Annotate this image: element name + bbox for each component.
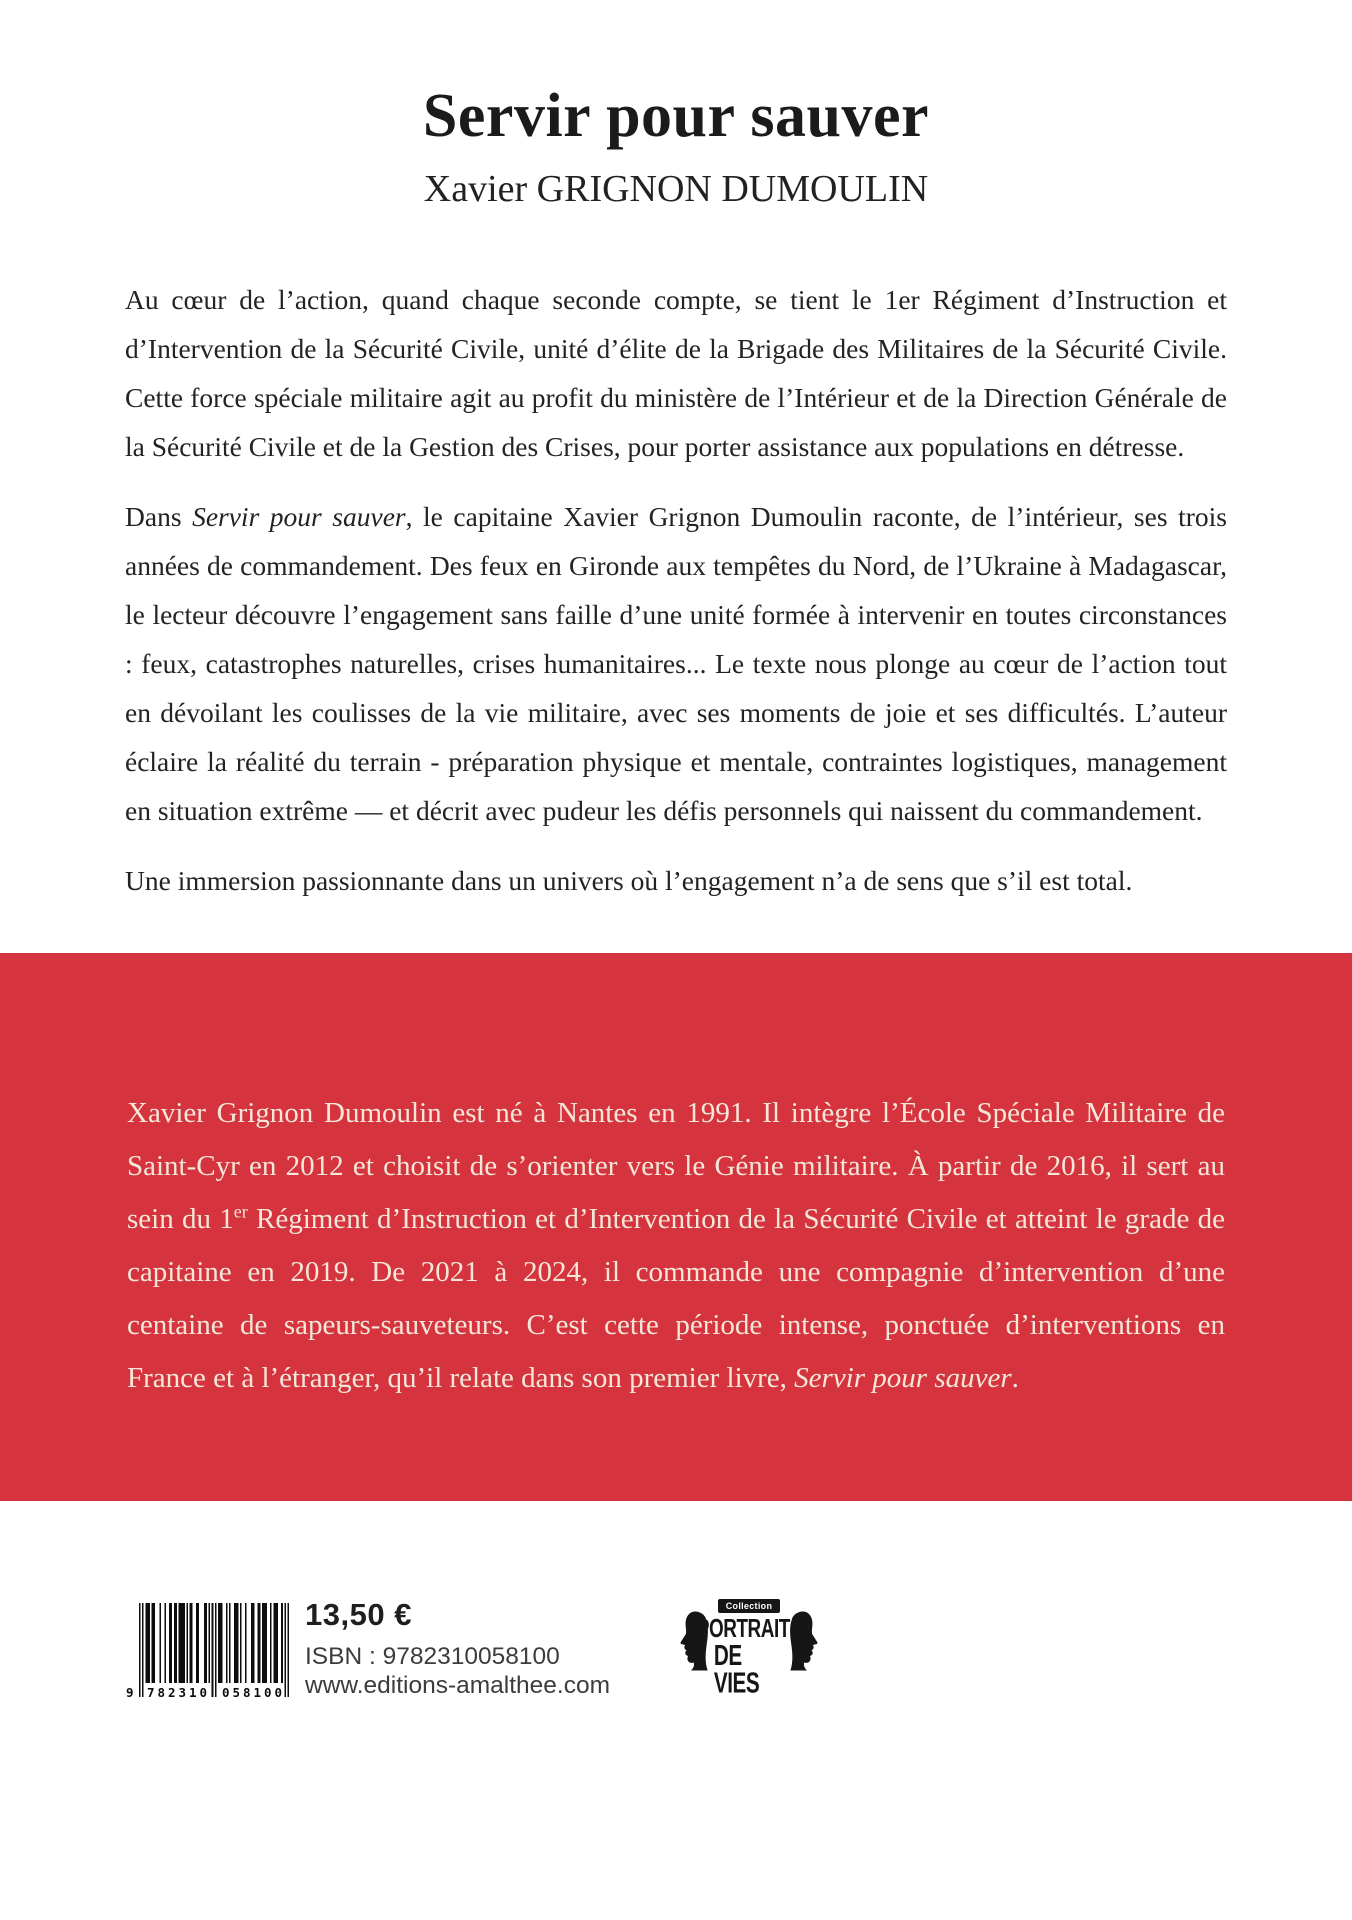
svg-text:782310: 782310 bbox=[147, 1684, 207, 1699]
publication-info bbox=[305, 1597, 610, 1700]
author-bio-band bbox=[0, 953, 1352, 1501]
collection-logo-text bbox=[696, 1599, 802, 1699]
price: 13,50 € bbox=[305, 1596, 412, 1632]
svg-text:058100: 058100 bbox=[222, 1684, 282, 1699]
collection-name-line1: PORTRAITS bbox=[696, 1614, 802, 1644]
synopsis bbox=[125, 275, 1227, 905]
bio-part-1: Xavier Grignon Dumoulin est né à Nantes en 1991. Il intègre l’École Spéciale Militaire de Saint-Cyr en 2012 et choisit de s’orienter vers le Génie militaire. À partir de 2016, il sert au sein du 1 bbox=[127, 1096, 1225, 1235]
book-title: Servir pour sauver bbox=[422, 82, 930, 150]
svg-text:9: 9 bbox=[126, 1684, 134, 1699]
author-bio-text bbox=[127, 1087, 1225, 1405]
synopsis-p2-rest: , le capitaine Xavier Grignon Dumoulin raconte, de l’intérieur, ses trois années de commandement. Des feux en Gironde aux tempêtes du Nord, de l’Ukraine à Madagascar, le lecteur découvre l’engagement sans faille d’une unité formée à intervenir en toutes circonstances : feux, catastrophes naturelles, crises humanitaires... Le texte nous plonge au cœur de l’action tout en dévoilant les coulisses de la vie militaire, avec ses moments de joie et ses difficultés. L’auteur éclaire la réalité du terrain - préparation physique et mentale, contraintes logistiques, management en situation extrême — et décrit avec pudeur les défis personnels qui naissent du commandement. bbox=[125, 500, 1227, 826]
collection-name-line2: DE VIES bbox=[713, 1638, 760, 1699]
isbn: ISBN : 9782310058100 bbox=[305, 1642, 560, 1670]
publisher-website: www.editions-amalthee.com bbox=[305, 1671, 611, 1699]
collection-logo bbox=[680, 1599, 818, 1699]
footer bbox=[0, 1501, 1352, 1775]
ean13-barcode bbox=[125, 1603, 291, 1699]
book-author: Xavier GRIGNON DUMOULIN bbox=[423, 168, 929, 211]
bio-end: . bbox=[1011, 1361, 1019, 1394]
book-title-inline-italic: Servir pour sauver bbox=[192, 500, 406, 532]
collection-badge: Collection bbox=[718, 1599, 781, 1613]
synopsis-paragraph-3: Une immersion passionnante dans un univers où l’engagement n’a de sens que s’il est total. bbox=[125, 864, 1133, 896]
synopsis-p2-prefix: Dans bbox=[125, 500, 193, 532]
synopsis-paragraph-2 bbox=[125, 492, 1227, 835]
ordinal-superscript: er bbox=[233, 1201, 248, 1222]
bio-part-2: Régiment d’Instruction et d’Intervention de la Sécurité Civile et atteint le grade de capitaine en 2019. De 2021 à 2024, il commande une compagnie d’intervention d’une centaine de sapeurs-sauveteurs. C’est cette période intense, ponctuée d’interventions en France et à l’étranger, qu’il relate dans son premier livre, bbox=[127, 1202, 1225, 1394]
synopsis-paragraph-1: Au cœur de l’action, quand chaque seconde compte, se tient le 1er Régiment d’Instruction et d’Intervention de la Sécurité Civile, unité d’élite de la Brigade des Militaires de la Sécurité Civile. Cette force spéciale militaire agit au profit du ministère de l’Intérieur et de la Direction Générale de la Sécurité Civile et de la Gestion des Crises, pour porter assistance aux populations en détresse. bbox=[125, 283, 1227, 462]
book-title-inline-italic: Servir pour sauver bbox=[794, 1361, 1012, 1394]
